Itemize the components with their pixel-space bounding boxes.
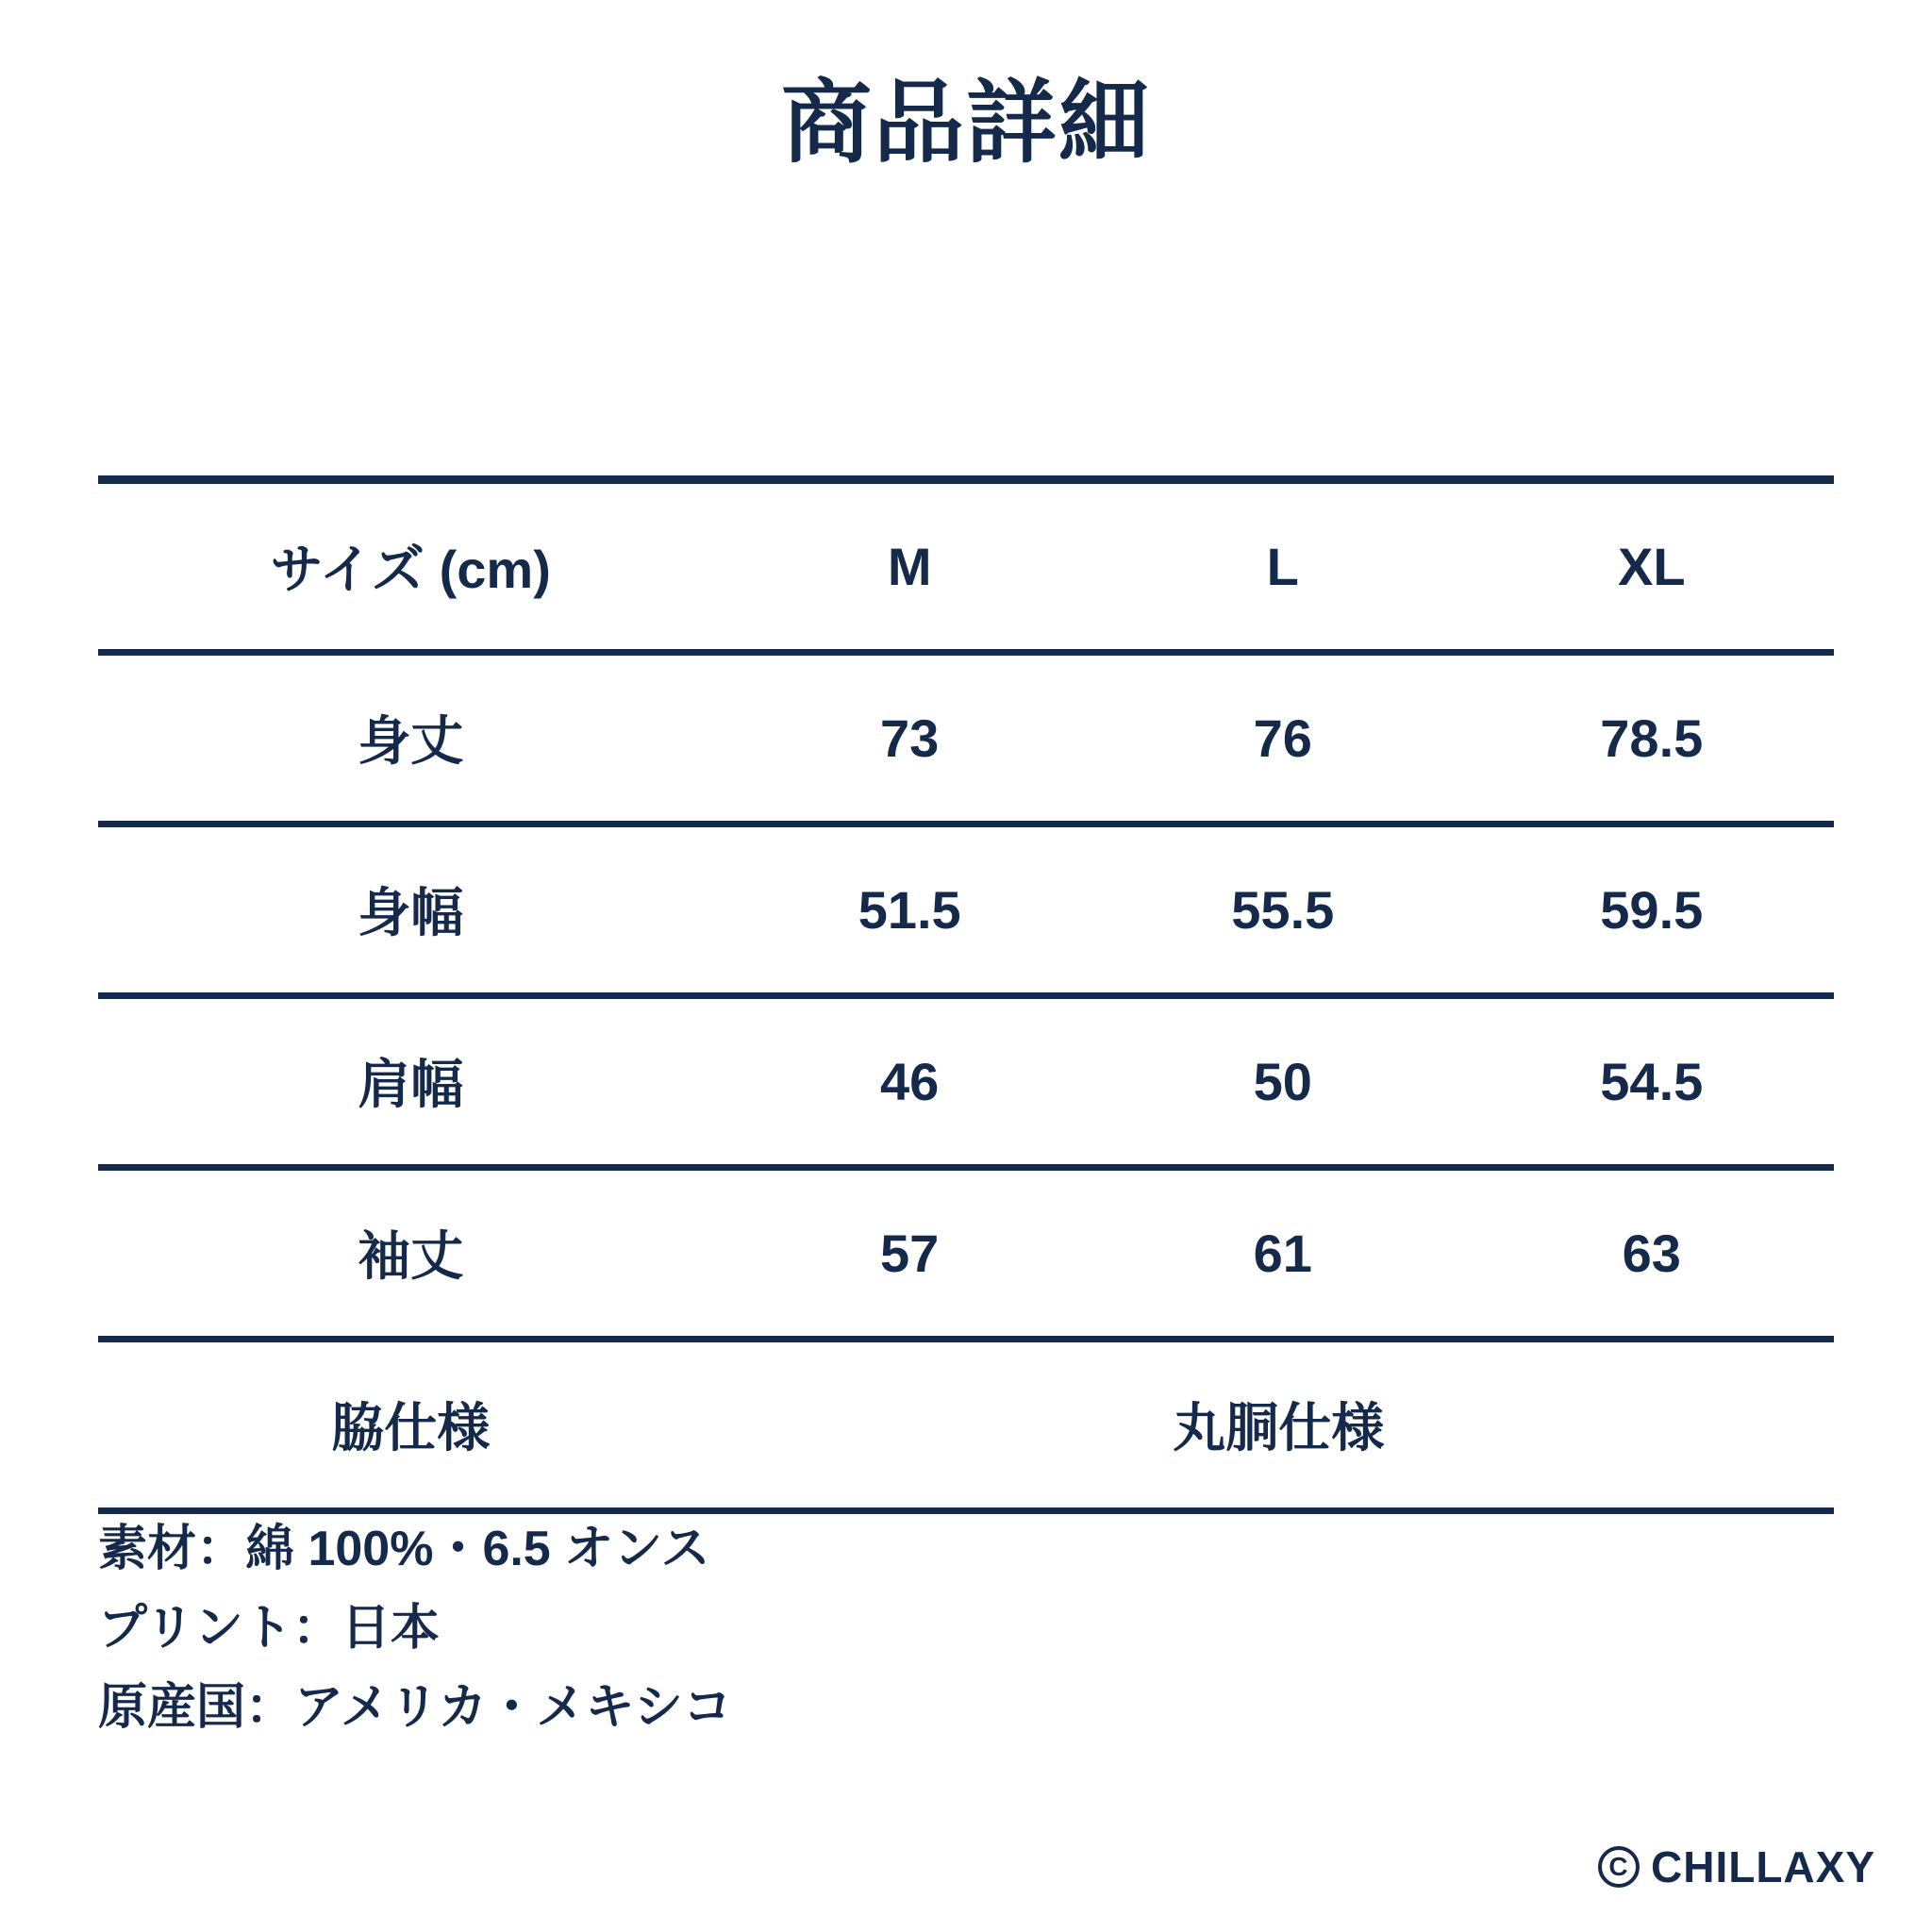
table-row-spec xyxy=(98,1339,1834,1510)
table-row xyxy=(98,652,1834,824)
size-table-container xyxy=(98,174,1834,1514)
brand-logo xyxy=(1598,1841,1875,1892)
table-row xyxy=(98,824,1834,995)
page-title: 商品詳細 xyxy=(781,73,1151,174)
cell-shoulder-width-l: 50 xyxy=(1096,995,1470,1167)
column-header-xl: XL xyxy=(1470,479,1834,652)
column-header-size: サイズ (cm) xyxy=(98,479,723,652)
cell-sleeve-length-xl: 63 xyxy=(1470,1167,1834,1339)
copyright-icon: C xyxy=(1598,1846,1640,1888)
row-label-body-width: 身幅 xyxy=(98,824,723,995)
note-country-of-origin: 原産国：アメリカ・メキシコ xyxy=(98,1680,732,1736)
cell-side-spec-value: 丸胴仕様 xyxy=(723,1339,1834,1510)
table-row xyxy=(98,1167,1834,1339)
row-label-body-length: 身丈 xyxy=(98,652,723,824)
cell-shoulder-width-m: 46 xyxy=(723,995,1096,1167)
cell-sleeve-length-m: 57 xyxy=(723,1167,1096,1339)
product-notes xyxy=(98,1509,732,1748)
cell-sleeve-length-l: 61 xyxy=(1096,1167,1470,1339)
cell-body-width-l: 55.5 xyxy=(1096,824,1470,995)
row-label-side-spec: 脇仕様 xyxy=(98,1339,723,1510)
note-material: 素材：綿 100%・6.5 オンス xyxy=(98,1522,710,1576)
row-label-shoulder-width: 肩幅 xyxy=(98,995,723,1167)
table-header-row xyxy=(98,479,1834,652)
column-header-m: M xyxy=(723,479,1096,652)
cell-body-length-m: 73 xyxy=(723,652,1096,824)
cell-body-length-l: 76 xyxy=(1096,652,1470,824)
note-print: プリント：日本 xyxy=(98,1601,440,1657)
cell-body-width-m: 51.5 xyxy=(723,824,1096,995)
brand-name: CHILLAXY xyxy=(1651,1842,1875,1891)
row-label-sleeve-length: 袖丈 xyxy=(98,1167,723,1339)
cell-body-width-xl: 59.5 xyxy=(1470,824,1834,995)
table-row xyxy=(98,995,1834,1167)
cell-shoulder-width-xl: 54.5 xyxy=(1470,995,1834,1167)
cell-body-length-xl: 78.5 xyxy=(1470,652,1834,824)
column-header-l: L xyxy=(1096,479,1470,652)
size-table xyxy=(98,475,1834,1514)
